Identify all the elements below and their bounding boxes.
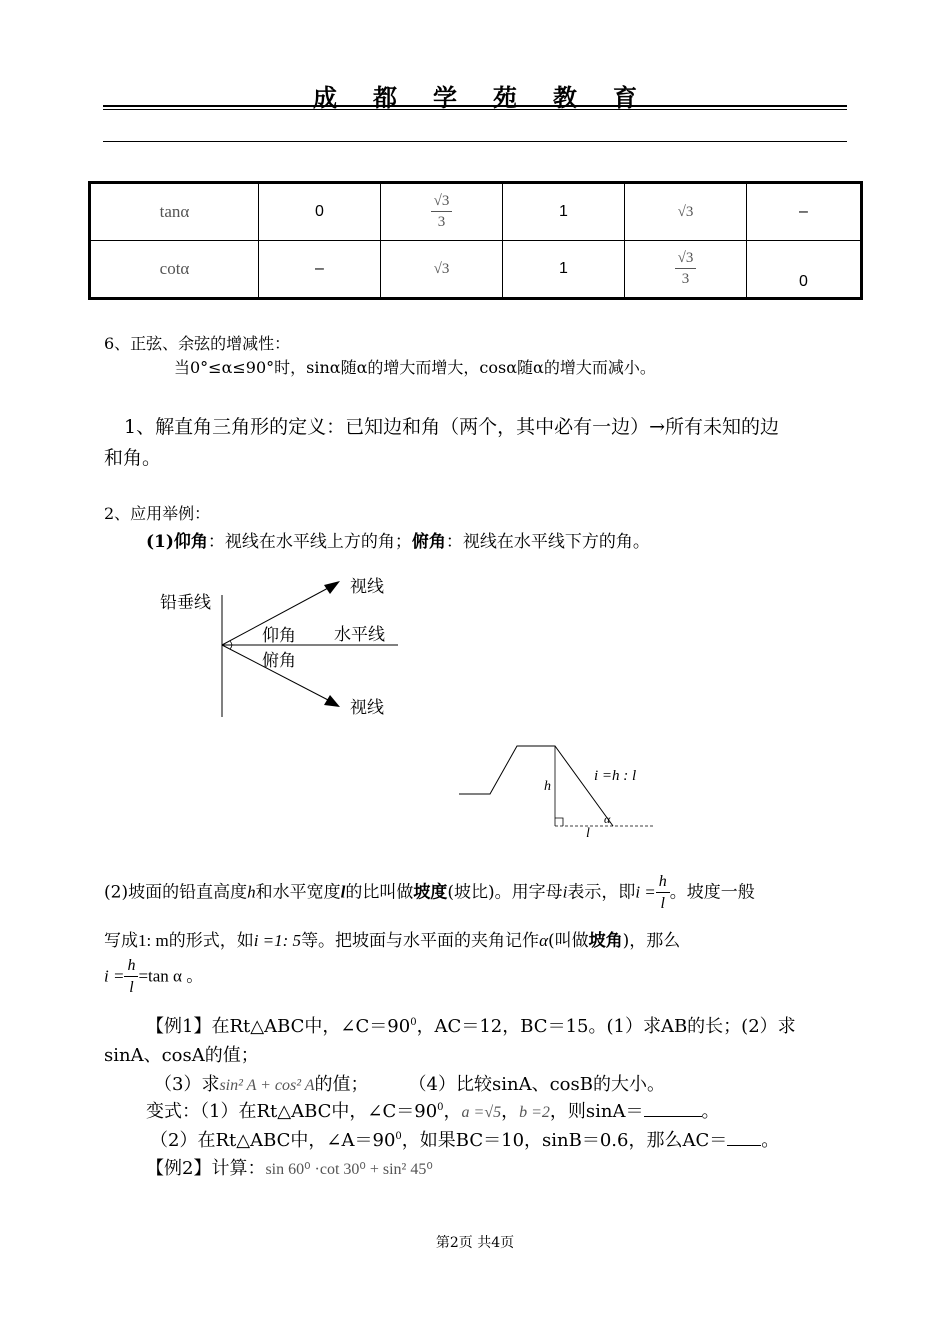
value-cell: $\frac{√3}{3}$ bbox=[625, 241, 747, 299]
answer-blank[interactable] bbox=[644, 1116, 702, 1117]
example2-line: 【例2】计算：sin 60⁰ ·cot 30⁰ + sin² 45⁰ bbox=[146, 1158, 433, 1179]
slope-formula: i =h : l bbox=[594, 768, 637, 784]
slope-line1: (2)坡面的铅直高度h和水平宽度l的比叫做坡度(坡比)。用字母i表示，即i = $\frac{h}{l}$ 。坡度一般 bbox=[104, 873, 755, 912]
height-label: h bbox=[544, 779, 551, 794]
elevation-def: ：视线在水平线上方的角； bbox=[207, 532, 412, 552]
definition-line1: 1、解直角三角形的定义：已知边和角（两个，其中必有一边）→所有未知的边 bbox=[124, 416, 780, 438]
arrow-up-icon bbox=[324, 581, 340, 594]
angle-definitions bbox=[146, 530, 650, 554]
definition-line2: 和角。 bbox=[104, 447, 162, 469]
slope-line2: 写成1: m的形式，如i =1: 5等。把坡面与水平面的夹角记作α(叫做坡角)，那么 bbox=[104, 931, 681, 951]
depression-label: 俯角 bbox=[262, 651, 296, 670]
arrow-down-icon bbox=[324, 695, 340, 707]
example1-line3: （3）求sin² A + cos² A的值； （4）比较sinA、cosB的大小。 bbox=[154, 1074, 665, 1095]
width-label: l bbox=[586, 826, 590, 841]
example1-line1: 【例1】在Rt△ABC中，$\angle C=90^0$，AC＝12，BC＝15。(1）求AB的长；(2）求 bbox=[146, 1016, 796, 1037]
page-footer: 第2页 共4页 bbox=[435, 1235, 515, 1251]
elevation-term: (1)仰角 bbox=[146, 532, 208, 552]
value-cell: 1 bbox=[503, 183, 625, 241]
blank-line-rule bbox=[103, 141, 847, 142]
slope-line3: i = $\frac{h}{l}$ =tan α 。 bbox=[104, 957, 204, 996]
header-rule-thick bbox=[103, 105, 847, 107]
value-cell: $\frac{√3}{3}$ bbox=[381, 183, 503, 241]
value-cell: – bbox=[747, 183, 862, 241]
value-cell: 0 bbox=[259, 183, 381, 241]
answer-blank[interactable] bbox=[727, 1145, 761, 1146]
variant-line2: （2）在Rt△ABC中，$\angle A=90^0$，如果BC＝10，sinB＝0.6，那么AC＝ 。 bbox=[150, 1130, 780, 1151]
section6-title: 6、正弦、余弦的增减性： bbox=[104, 334, 291, 353]
header-rule-thin bbox=[103, 109, 847, 110]
horizontal-label: 水平线 bbox=[334, 625, 385, 644]
elevation-label: 仰角 bbox=[262, 626, 296, 645]
value-cell: 1 bbox=[503, 241, 625, 299]
section6-line: 当0°≤α≤90°时，sinα随α的增大而增大，cosα随α的增大而减小。 bbox=[174, 358, 656, 377]
variant-line1: 变式：（1）在Rt△ABC中，$\angle C=90^0$，a =√5，b =2，则sinA＝ 。 bbox=[146, 1101, 720, 1122]
vertical-label: 铅垂线 bbox=[160, 593, 211, 612]
value-cell: √3 bbox=[625, 183, 747, 241]
trig-values-table bbox=[88, 181, 863, 300]
sight-top-label: 视线 bbox=[350, 577, 384, 596]
value-cell: √3 bbox=[381, 241, 503, 299]
slope-angle-label: α bbox=[604, 812, 611, 826]
table-row bbox=[90, 241, 862, 299]
value-cell: – bbox=[259, 241, 381, 299]
depression-def: ：视线在水平线下方的角。 bbox=[445, 532, 650, 552]
fn-cell: tanα bbox=[90, 183, 259, 241]
table-row bbox=[90, 183, 862, 241]
page-header-title: 成都学苑教育 bbox=[313, 83, 673, 112]
fn-cell: cotα bbox=[90, 241, 259, 299]
slope-diagram bbox=[455, 740, 665, 840]
depression-term: 俯角 bbox=[411, 532, 446, 552]
example1-line2: sinA、cosA的值； bbox=[104, 1045, 259, 1066]
sight-bottom-label: 视线 bbox=[350, 698, 384, 717]
value-cell: 0 bbox=[747, 241, 862, 299]
section2-title: 2、应用举例： bbox=[104, 504, 211, 523]
